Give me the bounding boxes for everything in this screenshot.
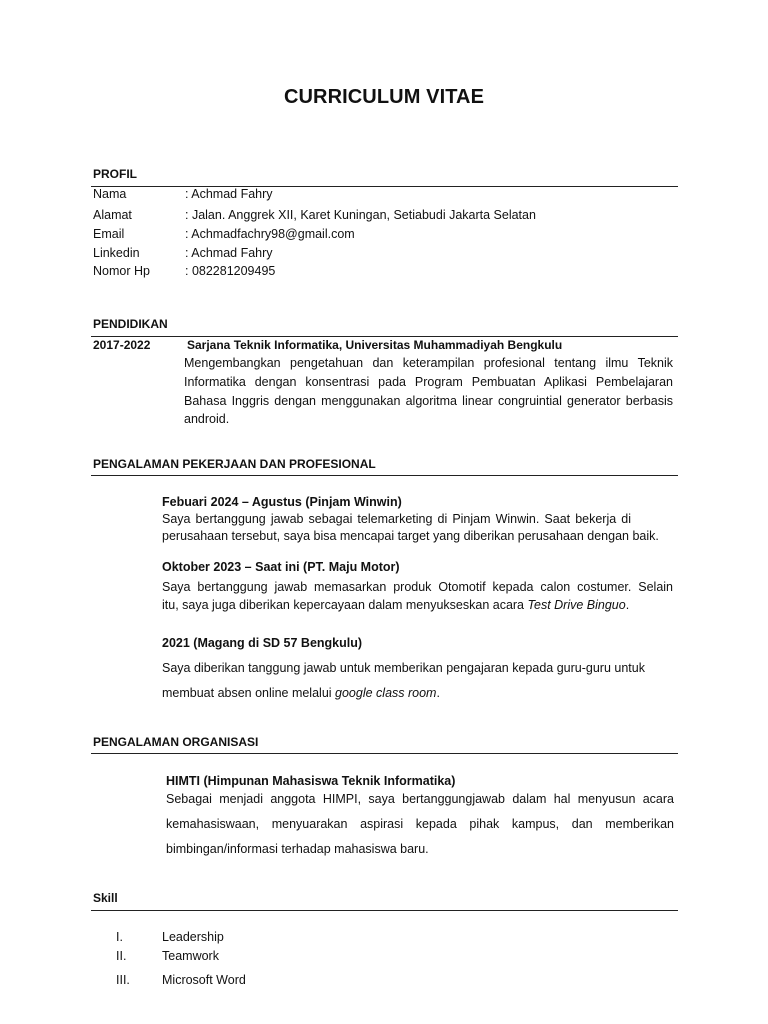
job-description-line: Saya diberikan tanggung jawab untuk memberikan pengajaran kepada guru-guru untuk	[162, 661, 645, 675]
job-description-line: perusahaan tersebut, saya bisa mencapai target yang diberikan perusahaan dengan baik.	[162, 529, 659, 543]
job-description-text: membuat absen online melalui	[162, 686, 336, 700]
skill-number: II.	[116, 949, 127, 963]
skill-item: Leadership	[162, 930, 224, 944]
section-divider	[91, 910, 678, 911]
skill-item: Microsoft Word	[162, 973, 246, 987]
profil-label-email: Email	[93, 227, 125, 241]
profil-value-linkedin: : Achmad Fahry	[185, 246, 273, 260]
job-description-line	[162, 686, 440, 700]
section-divider	[91, 186, 678, 187]
education-description-line: Mengembangkan pengetahuan dan keterampilan profesional tentang ilmu Teknik	[184, 356, 673, 370]
job-title: 2021 (Magang di SD 57 Bengkulu)	[162, 636, 363, 650]
job-description-line	[162, 598, 629, 612]
job-description-line: Saya bertanggung jawab sebagai telemarketing di Pinjam Winwin. Saat bekerja di	[162, 512, 631, 526]
education-degree: Sarjana Teknik Informatika, Universitas Muhammadiyah Bengkulu	[187, 338, 563, 352]
job-title: Oktober 2023 – Saat ini (PT. Maju Motor)	[162, 560, 400, 574]
skill-number: I.	[116, 930, 123, 944]
event-name: Test Drive Binguo	[527, 598, 626, 612]
profil-value-email: : Achmadfachry98@gmail.com	[185, 227, 355, 241]
organization-description-line: bimbingan/informasi terhadap mahasiswa baru.	[166, 842, 429, 856]
education-description-line: Informatika dengan konsentrasi pada Program Pembuatan Aplikasi Pembelajaran	[184, 375, 673, 389]
profil-value-nomor-hp: : 082281209495	[185, 264, 276, 278]
job-description-text: itu, saya juga diberikan kepercayaan dalam menyukseskan acara	[162, 598, 528, 612]
section-divider	[91, 475, 678, 476]
section-heading-pendidikan: PENDIDIKAN	[93, 317, 168, 331]
profil-label-nomor-hp: Nomor Hp	[93, 264, 150, 278]
job-description-text: .	[436, 686, 440, 700]
organization-title: HIMTI (Himpunan Mahasiswa Teknik Informatika)	[166, 774, 456, 788]
job-title: Febuari 2024 – Agustus (Pinjam Winwin)	[162, 495, 402, 509]
education-description-line: Bahasa Inggris dengan menggunakan algoritma linear congruintial generator berbasis	[184, 394, 673, 408]
organization-description-line: Sebagai menjadi anggota HIMPI, saya bertanggungjawab dalam hal menyusun acara	[166, 792, 674, 806]
education-description-line: android.	[184, 412, 230, 426]
skill-item: Teamwork	[162, 949, 219, 963]
education-period: 2017-2022	[93, 338, 151, 352]
platform-name: google class room	[335, 686, 437, 700]
section-heading-pekerjaan: PENGALAMAN PEKERJAAN DAN PROFESIONAL	[93, 457, 376, 471]
profil-value-nama: : Achmad Fahry	[185, 187, 273, 201]
job-description-line: Saya bertanggung jawab memasarkan produk Otomotif kepada calon costumer. Selain	[162, 580, 673, 594]
job-description-text: .	[625, 598, 630, 612]
page-title: CURRICULUM VITAE	[283, 86, 485, 108]
profil-value-alamat: : Jalan. Anggrek XII, Karet Kuningan, Setiabudi Jakarta Selatan	[185, 208, 536, 222]
skill-number: III.	[116, 973, 130, 987]
section-heading-skill: Skill	[93, 891, 118, 905]
profil-label-linkedin: Linkedin	[93, 246, 140, 260]
section-divider	[91, 336, 678, 337]
section-heading-profil: PROFIL	[93, 167, 137, 181]
section-divider	[91, 753, 678, 754]
profil-label-nama: Nama	[93, 187, 127, 201]
profil-label-alamat: Alamat	[93, 208, 132, 222]
organization-description-line: kemahasiswaan, menyuarakan aspirasi kepada pihak kampus, dan memberikan	[166, 817, 674, 831]
section-heading-organisasi: PENGALAMAN ORGANISASI	[93, 735, 259, 749]
